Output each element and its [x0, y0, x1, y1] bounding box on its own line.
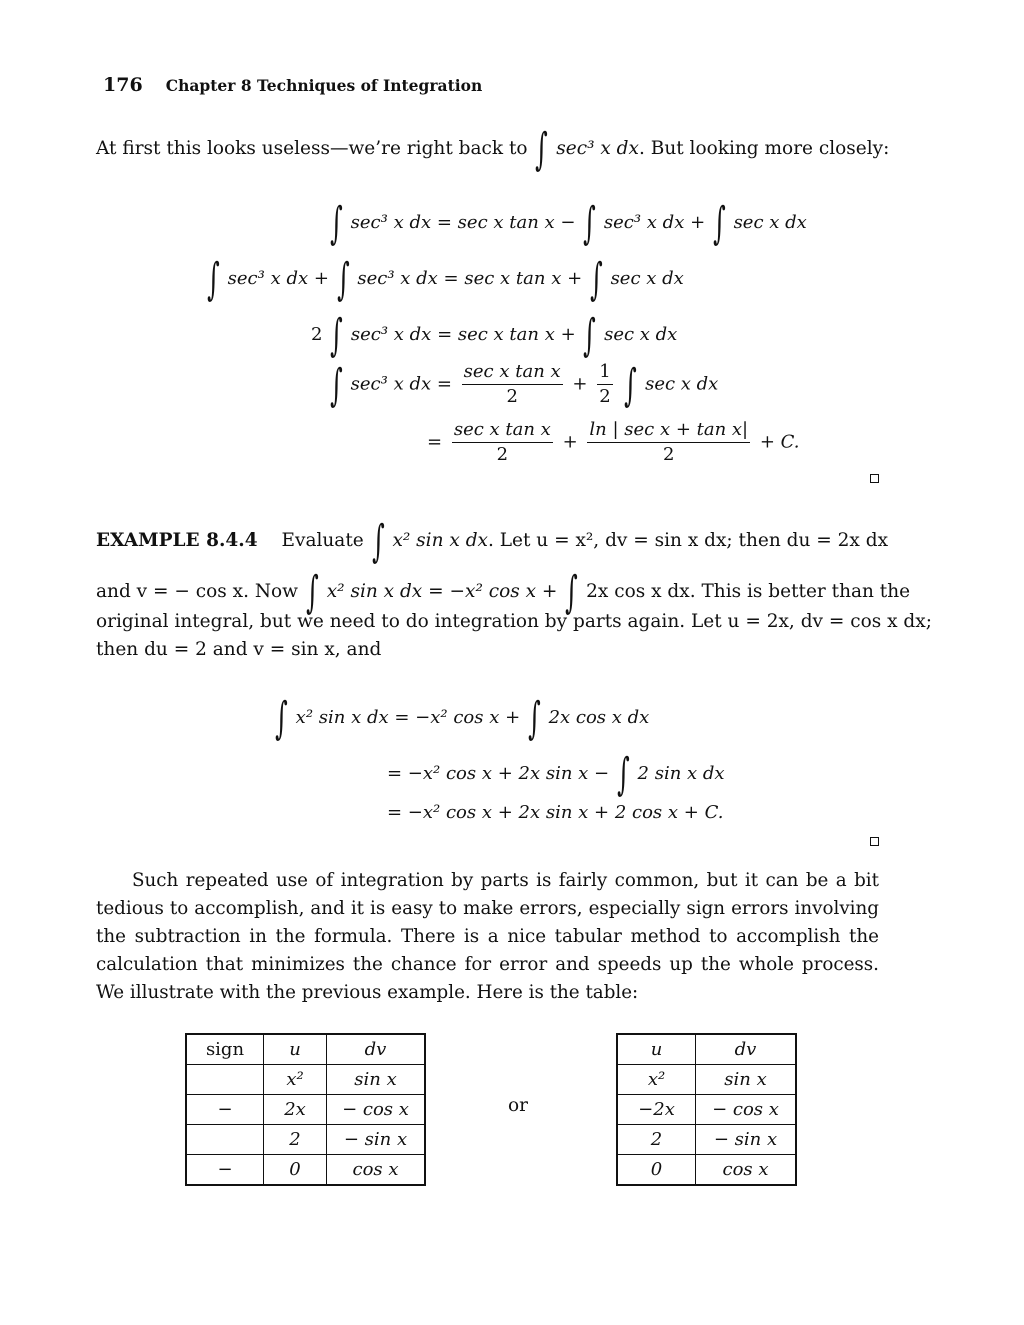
table-cell: − cos x [327, 1095, 426, 1125]
table-cell: cos x [327, 1155, 426, 1186]
deriv1-l1-lhs: sec³ x dx [350, 212, 432, 233]
example-l2-int2: 2x cos x dx. This is better than the [586, 581, 911, 602]
fraction [462, 360, 563, 409]
example-l2-int: x² sin x dx = −x² cos x + [326, 581, 558, 602]
integral-sign-icon: ∫ [565, 567, 579, 618]
integral-sign-icon: ∫ [207, 254, 220, 305]
fraction [452, 418, 553, 467]
integral-sign-icon: ∫ [330, 310, 343, 361]
deriv2-line3: = −x² cos x + 2x sin x + 2 cos x + C. [387, 802, 724, 823]
table-header-row [186, 1034, 425, 1065]
intro-integral: sec³ x dx [556, 138, 639, 159]
table-cell: 2 [264, 1125, 327, 1155]
table-header-u: u [264, 1034, 327, 1065]
table-cell: −2x [617, 1095, 696, 1125]
fraction [587, 418, 750, 467]
deriv1-l3-lhs: sec³ x dx [350, 324, 432, 345]
or-label: or [508, 1095, 528, 1116]
integral-sign-icon: ∫ [528, 693, 541, 744]
deriv1-line1 [328, 198, 807, 249]
integral-sign-icon: ∫ [583, 310, 597, 361]
table-cell [186, 1125, 264, 1155]
deriv1-l5-tail: + C. [759, 431, 800, 453]
integral-sign-icon: ∫ [583, 198, 596, 249]
deriv1-line3 [311, 310, 678, 361]
fraction-denominator: 2 [663, 444, 675, 465]
integral-sign-icon: ∫ [713, 198, 726, 249]
table-without-sign [616, 1033, 797, 1186]
deriv1-l2-int: sec x dx [610, 268, 684, 289]
table-header-dv: dv [696, 1034, 797, 1065]
deriv1-l2-lhs-a: sec³ x dx + [227, 268, 329, 289]
example-line3: original integral, but we need to do integration by parts again. Let u = 2x, dv = cos x dx; [96, 611, 932, 632]
integral-sign-icon: ∫ [617, 749, 630, 800]
deriv1-l4-int: sec x dx [645, 373, 719, 395]
table-cell: sin x [696, 1065, 797, 1095]
deriv1-line5 [427, 418, 800, 467]
deriv1-l3-rhs: = sec x tan x + [437, 324, 576, 345]
body-paragraph: Such repeated use of integration by parts is fairly common, but it can be a bit tedious to accomplish, and it is easy to make errors, especially sign errors involving the subtraction in the formula. There is a nice tabular method to accomplish the calculation that minimizes the chance for error and speeds up the whole process. We illustrate with the previous example. Here is the table: [96, 870, 879, 1003]
deriv2-line2 [387, 749, 725, 800]
integral-sign-icon: ∫ [590, 254, 603, 305]
fraction-denominator: 2 [599, 386, 611, 407]
table-header-dv: dv [327, 1034, 426, 1065]
equals-sign: = [427, 431, 443, 453]
page-number: 176 [103, 74, 143, 96]
table-row [186, 1155, 425, 1186]
integral-sign-icon: ∫ [624, 359, 638, 411]
intro-text-2: . But looking more closely: [638, 138, 890, 159]
example-evaluate: Evaluate [281, 530, 364, 551]
deriv2-l2: = −x² cos x + 2x sin x − [387, 763, 610, 784]
table-cell: − sin x [327, 1125, 426, 1155]
integral-sign-icon: ∫ [535, 124, 549, 175]
integral-sign-icon: ∫ [275, 693, 288, 744]
example-rest: . Let u = x², dv = sin x dx; then du = 2x dx [487, 530, 889, 551]
plus-sign: + [562, 431, 578, 453]
deriv2-l2-int: 2 sin x dx [637, 763, 725, 784]
fraction-denominator: 2 [496, 444, 509, 465]
table-row [617, 1125, 796, 1155]
table-row [617, 1095, 796, 1125]
deriv1-l1-int3: sec x dx [733, 212, 807, 233]
table-cell: − [186, 1155, 264, 1186]
deriv2-line1 [273, 693, 650, 744]
table-cell: − sin x [696, 1125, 797, 1155]
table-header-u: u [617, 1034, 696, 1065]
deriv1-line4 [328, 360, 718, 409]
qed-box-icon [870, 837, 879, 846]
deriv1-l3-int: sec x dx [604, 324, 678, 345]
table-row [617, 1155, 796, 1186]
example-l2-a: and v = − cos x. Now [96, 581, 298, 602]
table-cell: x² [264, 1065, 327, 1095]
deriv1-l3-coef: 2 [311, 324, 323, 345]
integral-sign-icon: ∫ [330, 198, 343, 249]
deriv1-l2-lhs-b: sec³ x dx [357, 268, 438, 289]
table-row [186, 1125, 425, 1155]
deriv1-line2 [205, 254, 684, 305]
plus-sign: + [572, 373, 588, 395]
integral-sign-icon: ∫ [336, 254, 350, 305]
table-cell: − [186, 1095, 264, 1125]
fraction [597, 360, 612, 409]
page-header [103, 74, 482, 96]
table-cell: 0 [617, 1155, 696, 1186]
chapter-title: Chapter 8 Techniques of Integration [165, 76, 483, 95]
deriv1-l1-int2: sec³ x dx + [603, 212, 706, 233]
table-row [617, 1065, 796, 1095]
integral-sign-icon: ∫ [371, 516, 385, 567]
table-header-sign: sign [186, 1034, 264, 1065]
table-cell: sin x [327, 1065, 426, 1095]
integral-sign-icon: ∫ [306, 567, 319, 618]
fraction-denominator: 2 [506, 386, 518, 407]
deriv2-l1-int: 2x cos x dx [548, 707, 650, 728]
example-integral: x² sin x dx [392, 530, 488, 551]
fraction-numerator: 1 [597, 360, 612, 385]
example-line4: then du = 2 and v = sin x, and [96, 639, 382, 660]
table-cell [186, 1065, 264, 1095]
integral-sign-icon: ∫ [330, 359, 343, 411]
table-cell: 2x [264, 1095, 327, 1125]
example-label: EXAMPLE 8.4.4 [96, 530, 258, 551]
table-cell: 2 [617, 1125, 696, 1155]
deriv1-l1-rhs: = sec x tan x − [436, 212, 576, 233]
table-cell: cos x [696, 1155, 797, 1186]
qed-box-icon [870, 474, 879, 483]
table-with-sign [185, 1033, 426, 1186]
deriv2-l1-lhs: x² sin x dx = −x² cos x + [295, 707, 521, 728]
intro-text-1: At first this looks useless—we’re right back to [96, 138, 528, 159]
deriv1-l4-lhs: sec³ x dx = [350, 373, 452, 395]
table-header-row [617, 1034, 796, 1065]
intro-line [96, 124, 890, 175]
table-row [186, 1095, 425, 1125]
table-cell: x² [617, 1065, 696, 1095]
example-line1 [96, 516, 889, 567]
table-cell: − cos x [696, 1095, 797, 1125]
fraction-numerator: ln | sec x + tan x| [587, 418, 750, 443]
fraction-numerator: sec x tan x [462, 360, 563, 385]
fraction-numerator: sec x tan x [452, 418, 553, 443]
deriv1-l2-rhs: = sec x tan x + [443, 268, 583, 289]
table-row [186, 1065, 425, 1095]
table-cell: 0 [264, 1155, 327, 1186]
